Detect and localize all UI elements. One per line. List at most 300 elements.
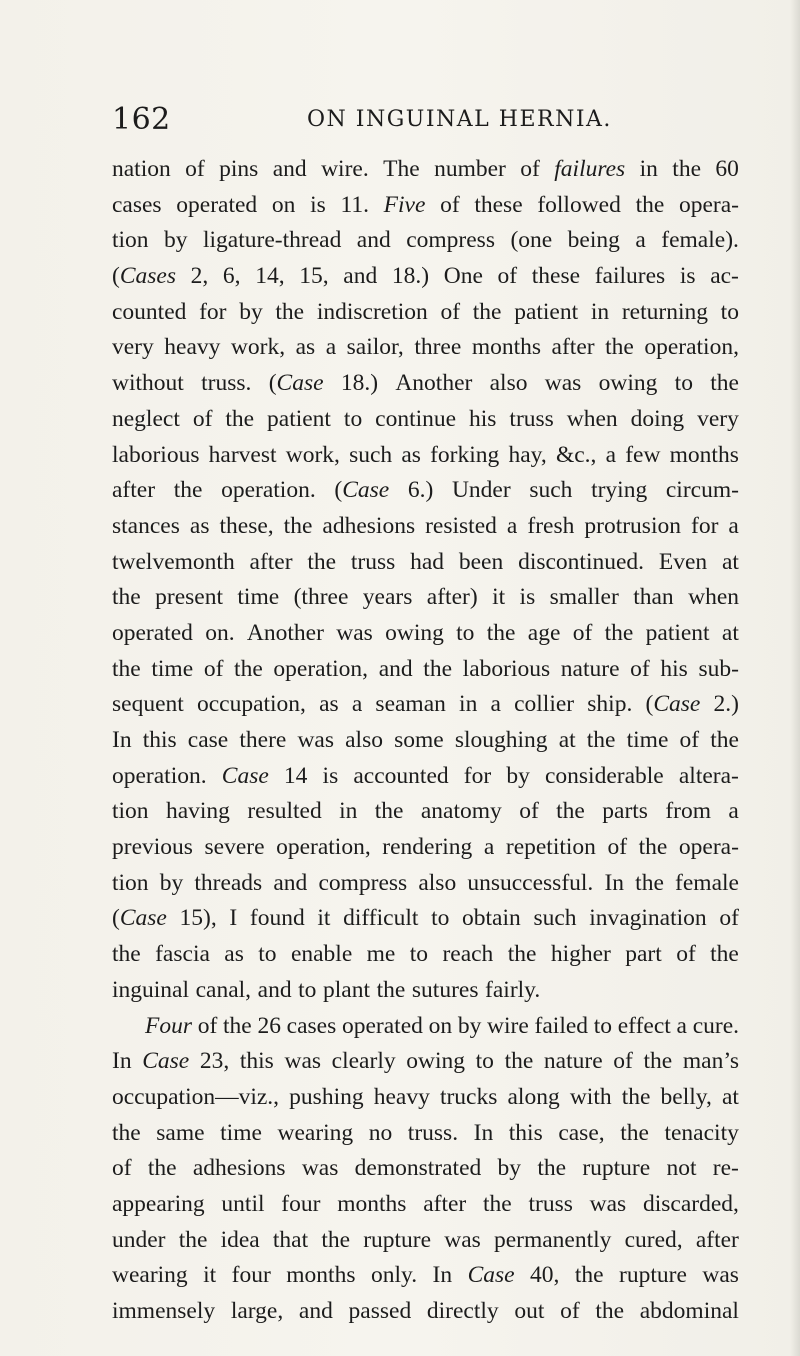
word: owing	[385, 619, 444, 646]
word: of	[192, 405, 213, 432]
word: adhesions	[322, 512, 416, 539]
page-number: 162	[112, 102, 171, 137]
word: laborious	[462, 655, 551, 682]
word: passed	[348, 1298, 412, 1324]
word: resisted	[425, 512, 497, 539]
word: wearing	[277, 1119, 354, 1146]
word: ship.	[587, 691, 633, 718]
word: for	[691, 512, 719, 539]
text-line	[112, 1223, 739, 1259]
word: time	[626, 727, 669, 753]
word: rupture	[363, 1226, 432, 1253]
word: accounted	[353, 762, 449, 789]
word: 2,	[190, 263, 209, 290]
word: operated	[176, 191, 258, 218]
word: sutures	[411, 976, 479, 1003]
word: trucks	[439, 1083, 498, 1110]
word: operation,	[644, 334, 739, 361]
word: for	[199, 298, 227, 325]
word: occupation—viz.,	[112, 1083, 280, 1110]
running-title: ON INGUINAL HERNIA.	[307, 107, 612, 132]
word: time	[237, 584, 280, 611]
word: opera-	[678, 191, 739, 218]
word: the	[275, 298, 305, 325]
word: these	[531, 263, 581, 290]
word: harvest	[208, 441, 277, 468]
word: circum-	[665, 477, 739, 504]
word: a	[676, 1012, 687, 1039]
word: such	[529, 477, 573, 504]
text-line	[112, 295, 739, 331]
word: pins	[219, 156, 259, 182]
word: after	[695, 1226, 739, 1253]
word: the	[321, 1226, 351, 1253]
word: idea	[220, 1226, 260, 1253]
word: Four	[145, 1012, 192, 1039]
word: four	[231, 1262, 271, 1289]
word: was	[702, 1262, 739, 1289]
word: In	[112, 1048, 132, 1075]
word: 18.)	[391, 263, 430, 290]
word: of	[630, 655, 650, 682]
word: parts	[602, 798, 648, 825]
word: the	[635, 869, 664, 896]
word: time	[151, 655, 194, 682]
word: appearing	[112, 1190, 205, 1217]
word: clearly	[331, 1048, 396, 1075]
word: than	[633, 584, 674, 611]
word: the	[710, 941, 739, 968]
word: a	[635, 227, 646, 254]
word: a	[605, 441, 617, 468]
word: indiscretion	[316, 298, 428, 325]
text-line	[112, 616, 739, 652]
word: as	[224, 941, 244, 968]
word: until	[221, 1190, 265, 1217]
word: the	[586, 727, 616, 753]
word: to	[475, 1048, 494, 1075]
word: altera-	[678, 762, 739, 789]
word: obtain	[462, 905, 521, 932]
text-line	[112, 509, 739, 545]
word: The	[383, 156, 420, 182]
word: also	[489, 370, 528, 397]
word: time	[220, 1119, 262, 1146]
text-line	[112, 1116, 739, 1152]
body-text	[112, 152, 739, 1330]
word: wire.	[321, 156, 369, 182]
word: months	[286, 1262, 356, 1289]
word: 6,	[222, 263, 241, 290]
word: Under	[451, 477, 511, 504]
word: of	[185, 156, 205, 182]
word: work,	[230, 334, 286, 361]
word: discontinued.	[518, 548, 645, 575]
word: Another	[246, 619, 324, 646]
word: after	[249, 548, 293, 575]
word: had	[410, 548, 445, 575]
word: effect	[617, 1012, 671, 1039]
word: four	[281, 1190, 321, 1217]
word: 11.	[340, 191, 369, 218]
word: by	[164, 227, 188, 254]
running-head	[112, 100, 712, 140]
word: of	[572, 619, 593, 646]
word: higher	[550, 941, 611, 968]
word: and	[273, 869, 308, 896]
text-line	[112, 1044, 739, 1080]
word: the	[178, 1226, 208, 1253]
word: present	[155, 584, 223, 611]
word: having	[165, 798, 230, 825]
word: doing	[630, 405, 685, 432]
word: of	[440, 191, 460, 218]
word: In	[473, 1119, 494, 1146]
page-edge-shadow	[790, 0, 800, 1356]
word: it	[203, 1262, 217, 1289]
word: the	[643, 1048, 673, 1075]
word: and	[343, 263, 378, 290]
word: cure.	[692, 1012, 739, 1039]
word: resulted	[247, 798, 322, 825]
word: compress	[318, 869, 408, 896]
word: ac-	[710, 263, 739, 290]
word: his	[660, 655, 688, 682]
word: by	[159, 869, 184, 896]
word: after)	[426, 584, 478, 611]
word: (Case	[334, 477, 390, 504]
word: was	[544, 370, 582, 397]
word: operation,	[273, 655, 369, 682]
text-line	[112, 473, 739, 509]
word: (Case	[112, 905, 167, 932]
word: the	[173, 477, 203, 504]
word: of	[613, 1048, 633, 1075]
text-line	[112, 438, 739, 474]
word: pushing	[289, 1083, 364, 1110]
word: previous	[112, 834, 193, 861]
word: smaller	[549, 584, 619, 611]
word: 23,	[199, 1048, 230, 1075]
word: of	[520, 156, 540, 182]
word: In	[604, 869, 625, 896]
word: for	[463, 762, 492, 789]
word: fascia	[155, 941, 210, 968]
word: it	[492, 584, 506, 611]
word: (Case	[268, 370, 324, 397]
word: large,	[230, 1298, 284, 1324]
word: failures	[594, 263, 666, 290]
word: the	[621, 1083, 651, 1110]
word: 6.)	[407, 477, 434, 504]
word: as	[189, 512, 210, 539]
word: to	[456, 619, 475, 646]
word: is	[519, 584, 536, 611]
word: to	[298, 976, 317, 1003]
word: in	[590, 298, 610, 325]
word: is	[322, 762, 339, 789]
word: very	[112, 334, 154, 361]
word: (three	[293, 584, 349, 611]
word: tion	[112, 798, 149, 825]
word: laborious	[112, 441, 200, 468]
word: re-	[712, 1155, 739, 1182]
word: his	[469, 405, 497, 432]
word: the	[635, 191, 665, 218]
text-line	[112, 1151, 739, 1187]
word: this	[239, 1048, 274, 1075]
word: One	[443, 263, 483, 290]
word: plant	[323, 976, 371, 1003]
text-line	[112, 937, 739, 973]
text-line	[112, 223, 739, 259]
word: a	[325, 334, 337, 361]
word: to	[431, 905, 450, 932]
word: is	[679, 263, 696, 290]
word: 14,	[255, 263, 285, 290]
word: when	[566, 405, 618, 432]
word: sequent	[112, 691, 184, 718]
word: on	[271, 191, 296, 218]
word: anatomy	[420, 798, 502, 825]
word: failed	[534, 1012, 589, 1039]
word: on.	[205, 619, 235, 646]
text-line	[112, 1187, 739, 1223]
text-line	[112, 188, 739, 224]
word: 14	[283, 762, 308, 789]
word: to	[343, 405, 363, 432]
word: of	[560, 1298, 580, 1324]
word: followed	[537, 191, 621, 218]
word: was	[336, 619, 373, 646]
word: collier	[514, 691, 575, 718]
word: female).	[661, 227, 739, 254]
text-line	[112, 1294, 739, 1330]
word: neglect	[112, 405, 180, 432]
word: threads	[194, 869, 263, 896]
word: to	[720, 298, 739, 325]
word: a	[351, 691, 363, 718]
word: a	[490, 691, 501, 718]
text-line	[112, 580, 739, 616]
word: belly,	[660, 1083, 712, 1110]
word: the	[225, 405, 255, 432]
word: by	[506, 762, 530, 789]
word: cases	[112, 191, 162, 218]
word: was	[589, 1190, 627, 1217]
word: this	[508, 1119, 543, 1146]
word: rendering	[382, 834, 473, 861]
word: protrusion	[584, 512, 681, 539]
word: case,	[558, 1119, 605, 1146]
word: the	[710, 727, 739, 753]
word: 18.)	[340, 370, 379, 397]
word: of	[607, 834, 628, 861]
word: being	[567, 227, 620, 254]
word: I	[229, 905, 238, 932]
word: by	[497, 1155, 522, 1182]
word: tion	[112, 227, 149, 254]
word: these	[474, 191, 523, 218]
word: opera-	[678, 834, 739, 861]
word: the	[112, 941, 141, 968]
word: failures	[554, 156, 626, 182]
word: such	[349, 441, 393, 468]
word: months	[669, 441, 739, 468]
word: operation,	[276, 834, 371, 861]
word: the	[472, 298, 502, 325]
word: truss	[350, 548, 396, 575]
word: the	[147, 1155, 177, 1182]
word: 2.)	[713, 691, 739, 718]
word: and	[257, 976, 292, 1003]
word: the	[112, 655, 141, 682]
text-line	[112, 652, 739, 688]
word: of	[676, 941, 696, 968]
word: there	[239, 727, 287, 753]
word: severe	[204, 834, 265, 861]
word: out	[514, 1298, 545, 1324]
word: 60	[715, 156, 739, 182]
word: of	[719, 905, 739, 932]
word: it	[317, 905, 331, 932]
word: the	[504, 1048, 534, 1075]
word: at	[722, 1083, 739, 1110]
text-line	[112, 866, 739, 902]
word: ligature-thread	[203, 227, 342, 254]
word: in	[639, 156, 658, 182]
word: part	[625, 941, 662, 968]
word: (one	[510, 227, 553, 254]
word: operation.	[112, 762, 207, 789]
word: by	[457, 1012, 482, 1039]
word: with	[569, 1083, 612, 1110]
word: inguinal	[112, 976, 190, 1003]
word: this	[142, 727, 177, 753]
word: Five	[383, 191, 426, 218]
word: wearing	[112, 1262, 188, 1289]
word: &c.,	[555, 441, 597, 468]
word: In	[432, 1262, 453, 1289]
word: is	[310, 191, 326, 218]
word: a	[728, 798, 739, 825]
word: of	[203, 655, 224, 682]
word: such	[533, 905, 577, 932]
word: after	[551, 334, 595, 361]
word: of	[519, 798, 539, 825]
word: the	[605, 334, 634, 361]
word: when	[688, 584, 739, 611]
word: the	[710, 370, 739, 397]
word: returning	[621, 298, 708, 325]
word: truss	[509, 405, 554, 432]
text-line	[112, 1080, 739, 1116]
word: compress	[406, 227, 495, 254]
word: was	[444, 1226, 481, 1253]
word: only.	[370, 1262, 418, 1289]
text-line	[112, 1009, 739, 1045]
word: demonstrated	[354, 1155, 482, 1182]
word: to	[409, 941, 429, 968]
word: as	[319, 691, 339, 718]
word: operated	[341, 1012, 423, 1039]
word: to	[674, 370, 693, 397]
text-line	[112, 366, 739, 402]
word: by	[239, 298, 263, 325]
word: the	[574, 1262, 604, 1289]
word: sailor,	[346, 334, 404, 361]
word: patient	[645, 619, 710, 646]
word: continue	[375, 405, 457, 432]
word: me	[366, 941, 396, 968]
word: in	[459, 691, 478, 718]
word: Case	[467, 1262, 515, 1289]
word: cured,	[624, 1226, 683, 1253]
word: age	[527, 619, 561, 646]
word: stances	[112, 512, 180, 539]
word: at	[558, 727, 576, 753]
word: some	[394, 727, 444, 753]
word: owing	[406, 1048, 465, 1075]
word: work,	[285, 441, 340, 468]
word: and	[378, 655, 413, 682]
word: sub-	[698, 655, 739, 682]
text-line	[112, 1258, 739, 1294]
word: also	[418, 869, 457, 896]
word: 26	[257, 1012, 281, 1039]
word: the	[112, 1119, 141, 1146]
word: the	[507, 941, 537, 968]
word: of	[497, 263, 518, 290]
word: patient	[514, 298, 579, 325]
word: three	[414, 334, 462, 361]
text-line	[112, 152, 739, 188]
word: owing	[598, 370, 658, 397]
text-line	[112, 330, 739, 366]
text-line	[112, 545, 739, 581]
text-line	[112, 723, 739, 759]
word: heavy	[373, 1083, 430, 1110]
word: of	[197, 1012, 218, 1039]
word: no	[368, 1119, 393, 1146]
word: months	[471, 334, 542, 361]
word: years	[362, 584, 413, 611]
word: immensely	[112, 1298, 216, 1324]
word: and	[298, 1298, 333, 1324]
word: the	[283, 512, 313, 539]
word: enable	[290, 941, 353, 968]
word: from	[665, 798, 712, 825]
word: discarded,	[642, 1190, 739, 1217]
text-line	[112, 901, 739, 937]
word: under	[112, 1226, 166, 1253]
text-line	[112, 830, 739, 866]
word: the	[423, 655, 453, 682]
word: and	[272, 156, 307, 182]
text-line	[112, 687, 739, 723]
word: of	[112, 1155, 132, 1182]
word: Another	[395, 370, 473, 397]
word: Even	[658, 548, 708, 575]
word: the	[620, 1119, 649, 1146]
word: few	[625, 441, 661, 468]
word: sloughing	[454, 727, 548, 753]
word: very	[697, 405, 739, 432]
word: without	[112, 370, 184, 397]
word: seaman	[375, 691, 446, 718]
word: to	[258, 941, 277, 968]
word: wire	[487, 1012, 529, 1039]
